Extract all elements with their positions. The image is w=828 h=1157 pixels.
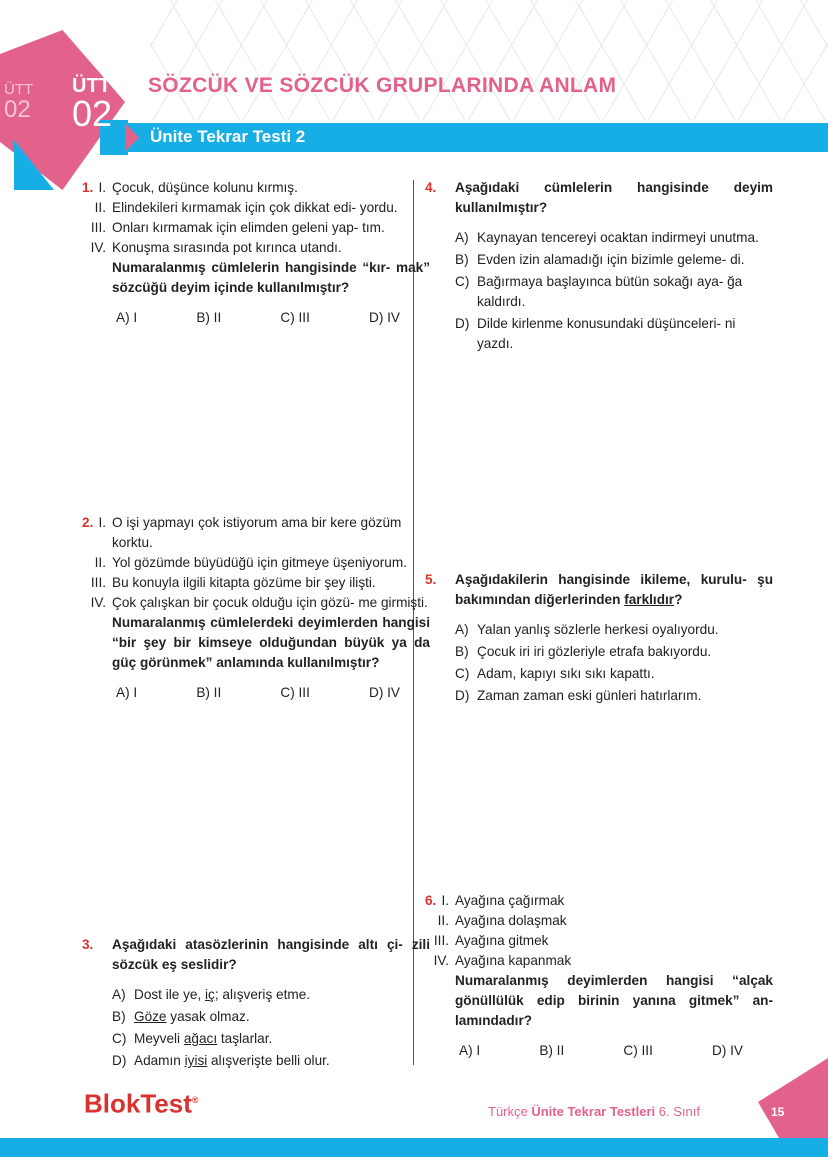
answer-option[interactable]: C) III [623, 1043, 653, 1058]
footer-bar [0, 1138, 828, 1157]
item-numeral: I. [98, 515, 106, 530]
item-text: Ayağına gitmek [455, 933, 549, 948]
footer-text: Türkçe [488, 1104, 532, 1119]
question-stem [455, 570, 773, 610]
item-text: Yol gözümde büyüdüğü için gitmeye üşeniyorum. [112, 555, 407, 570]
option-text-pre: Adamın [134, 1053, 185, 1068]
question-stem: Aşağıdaki atasözlerinin hangisinde altı çi- zili sözcük eş seslidir? [112, 937, 430, 972]
badge-label: ÜTT [4, 81, 34, 98]
question-1 [82, 178, 430, 328]
option-text: Dilde kirlenme konusundaki düşünceleri- ni yazdı. [477, 316, 736, 351]
option-text: Adam, kapıyı sıkı sıkı kapattı. [477, 666, 655, 681]
option-text: Evden izin alamadığı için bizimle geleme- di. [477, 252, 745, 267]
answer-option[interactable] [455, 620, 773, 640]
option-letter: B) [455, 252, 469, 267]
item-numeral: IV. [90, 240, 106, 255]
question-5 [425, 570, 773, 706]
option-letter: D) [455, 316, 470, 331]
item-text: Çok çalışkan bir çocuk olduğu için gözü- me girmişti. [112, 595, 428, 610]
option-text-pre: Dost ile ye, [134, 987, 206, 1002]
logo-text: BlokTest [84, 1088, 192, 1119]
question-3 [82, 935, 430, 1071]
answer-option[interactable]: A) I [116, 310, 138, 325]
item-numeral: III. [90, 220, 106, 235]
answer-option[interactable] [455, 686, 773, 706]
option-text-post: alışverişte belli olur. [207, 1053, 330, 1068]
item-numeral: IV. [90, 595, 106, 610]
badge-num: 02 [4, 96, 31, 123]
option-text-post: taşlarlar. [217, 1031, 273, 1046]
option-underlined-word: iç [205, 987, 215, 1002]
numbered-item [80, 553, 430, 573]
logo-mark: ® [191, 1095, 199, 1105]
question-number: 2. [82, 515, 94, 530]
answer-option[interactable] [455, 642, 773, 662]
option-text: Kaynayan tencereyi ocaktan indirmeyi unutma. [477, 230, 759, 245]
answer-option[interactable] [112, 985, 430, 1005]
item-numeral: II. [94, 200, 106, 215]
bloktest-logo [84, 1088, 199, 1119]
footer-text-bold: Ünite Tekrar Testleri [531, 1104, 656, 1119]
numbered-item [80, 593, 430, 613]
option-text [134, 1029, 272, 1049]
badge-label: ÜTT [72, 75, 111, 97]
item-text: Bu konuyla ilgili kitapta gözüme bir şey ilişti. [112, 575, 376, 590]
option-text: Çocuk iri iri gözleriyle etrafa bakıyordu. [477, 644, 712, 659]
numbered-item [80, 238, 430, 258]
item-numeral: III. [90, 575, 106, 590]
option-letter: A) [455, 230, 469, 245]
footer-book-title [488, 1102, 700, 1122]
item-text: Elindekileri kırmamak için çok dikkat edi- yordu. [112, 200, 398, 215]
numbered-item [80, 198, 430, 218]
page-title: SÖZCÜK VE SÖZCÜK GRUPLARINDA ANLAM [148, 74, 617, 97]
option-underlined-word: ağacı [183, 1031, 218, 1046]
option-text [134, 1051, 330, 1071]
question-number: 4. [425, 180, 437, 195]
answer-option[interactable]: A) I [116, 685, 138, 700]
item-text: Ayağına dolaşmak [455, 913, 567, 928]
item-text: Çocuk, düşünce kolunu kırmış. [112, 180, 298, 195]
footer-text: 6. Sınıf [655, 1104, 700, 1119]
item-text: O işi yapmayı çok istiyorum ama bir kere gözüm korktu. [112, 515, 402, 550]
numbered-item [423, 891, 773, 911]
option-letter: D) [455, 688, 470, 703]
answer-option[interactable]: A) I [459, 1043, 481, 1058]
option-underlined-word: Göze [134, 1009, 167, 1024]
item-numeral: II. [94, 555, 106, 570]
question-6 [425, 891, 773, 1061]
option-letter: D) [112, 1053, 127, 1068]
question-number: 3. [82, 937, 94, 952]
option-text-post: yasak olmaz. [166, 1009, 250, 1024]
option-letter: A) [112, 987, 126, 1002]
option-letter: B) [112, 1009, 126, 1024]
stem-text: ? [674, 592, 683, 607]
option-letter: B) [455, 644, 469, 659]
question-4 [425, 178, 773, 354]
numbered-item [423, 931, 773, 951]
header-pattern [150, 0, 828, 120]
answer-option[interactable]: B) II [196, 310, 222, 325]
answer-option[interactable]: C) III [280, 685, 310, 700]
question-stem: Aşağıdaki cümlelerin hangisinde deyim kullanılmıştır? [455, 180, 773, 215]
item-text: Konuşma sırasında pot kırınca utandı. [112, 240, 342, 255]
question-stem: Numaralanmış cümlelerin hangisinde “kır- mak” sözcüğü deyim içinde kullanılmıştır? [112, 260, 430, 295]
option-text [134, 985, 310, 1005]
option-text [134, 1007, 250, 1027]
question-number: 6. [425, 893, 437, 908]
numbered-item [423, 951, 773, 971]
page-number: 15 [771, 1105, 785, 1119]
option-text-post: ; alışveriş etme. [214, 987, 311, 1002]
question-number: 5. [425, 572, 437, 587]
item-text: Ayağına çağırmak [455, 893, 565, 908]
option-text-pre: Meyveli [134, 1031, 184, 1046]
question-number: 1. [82, 180, 94, 195]
page-number-badge [758, 1058, 828, 1138]
answer-option[interactable] [455, 228, 773, 248]
answer-option[interactable]: D) IV [369, 310, 400, 325]
option-text: Bağırmaya başlayınca bütün sokağı aya- ğa kaldırdı. [477, 274, 743, 309]
item-text: Ayağına kapanmak [455, 953, 572, 968]
answer-option[interactable]: B) II [196, 685, 222, 700]
numbered-item [80, 218, 430, 238]
option-text: Yalan yanlış sözlerle herkesi oyalıyordu. [477, 622, 719, 637]
option-letter: C) [112, 1031, 127, 1046]
question-stem: Numaralanmış cümlelerdeki deyimlerden hangisi “bir şey bir kimseye olduğundan büyük ya da güç görünmek” anlamında kullanılmıştır? [112, 615, 430, 670]
option-underlined-word: iyisi [184, 1053, 208, 1068]
option-letter: C) [455, 666, 470, 681]
item-text: Onları kırmamak için elimden geleni yap- tım. [112, 220, 385, 235]
answer-option[interactable] [112, 1007, 430, 1027]
stem-underlined: farklıdır [624, 592, 675, 607]
option-text: Zaman zaman eski günleri hatırlarım. [477, 688, 702, 703]
item-numeral: IV. [433, 953, 449, 968]
item-numeral: I. [441, 893, 449, 908]
numbered-item [423, 911, 773, 931]
page-subtitle: Ünite Tekrar Testi 2 [150, 127, 306, 146]
answer-option[interactable]: D) IV [369, 685, 400, 700]
answer-option[interactable] [455, 272, 773, 312]
option-letter: A) [455, 622, 469, 637]
answer-option[interactable] [455, 664, 773, 684]
badge-num: 02 [72, 93, 113, 134]
option-letter: C) [455, 274, 470, 289]
stem-text: Aşağıdakilerin hangisinde ikileme, kurulu- şu bakımından diğerlerinden [455, 572, 773, 607]
answer-option[interactable]: D) IV [712, 1043, 743, 1058]
unit-badge-small [4, 82, 33, 123]
item-numeral: I. [98, 180, 106, 195]
answer-option[interactable] [455, 250, 773, 270]
item-numeral: III. [433, 933, 449, 948]
question-2 [82, 513, 430, 703]
numbered-item [80, 513, 430, 553]
unit-badge [72, 76, 112, 132]
answer-option[interactable] [112, 1029, 430, 1049]
question-stem: Numaralanmış deyimlerden hangisi “alçak gönüllülük edip birinin yanına gitmek” an- lamındadır? [455, 973, 773, 1028]
numbered-item [80, 573, 430, 593]
answer-option[interactable]: C) III [280, 310, 310, 325]
answer-option[interactable]: B) II [539, 1043, 565, 1058]
numbered-item [80, 178, 430, 198]
answer-option[interactable] [455, 314, 773, 354]
answer-option[interactable] [112, 1051, 430, 1071]
item-numeral: II. [437, 913, 449, 928]
